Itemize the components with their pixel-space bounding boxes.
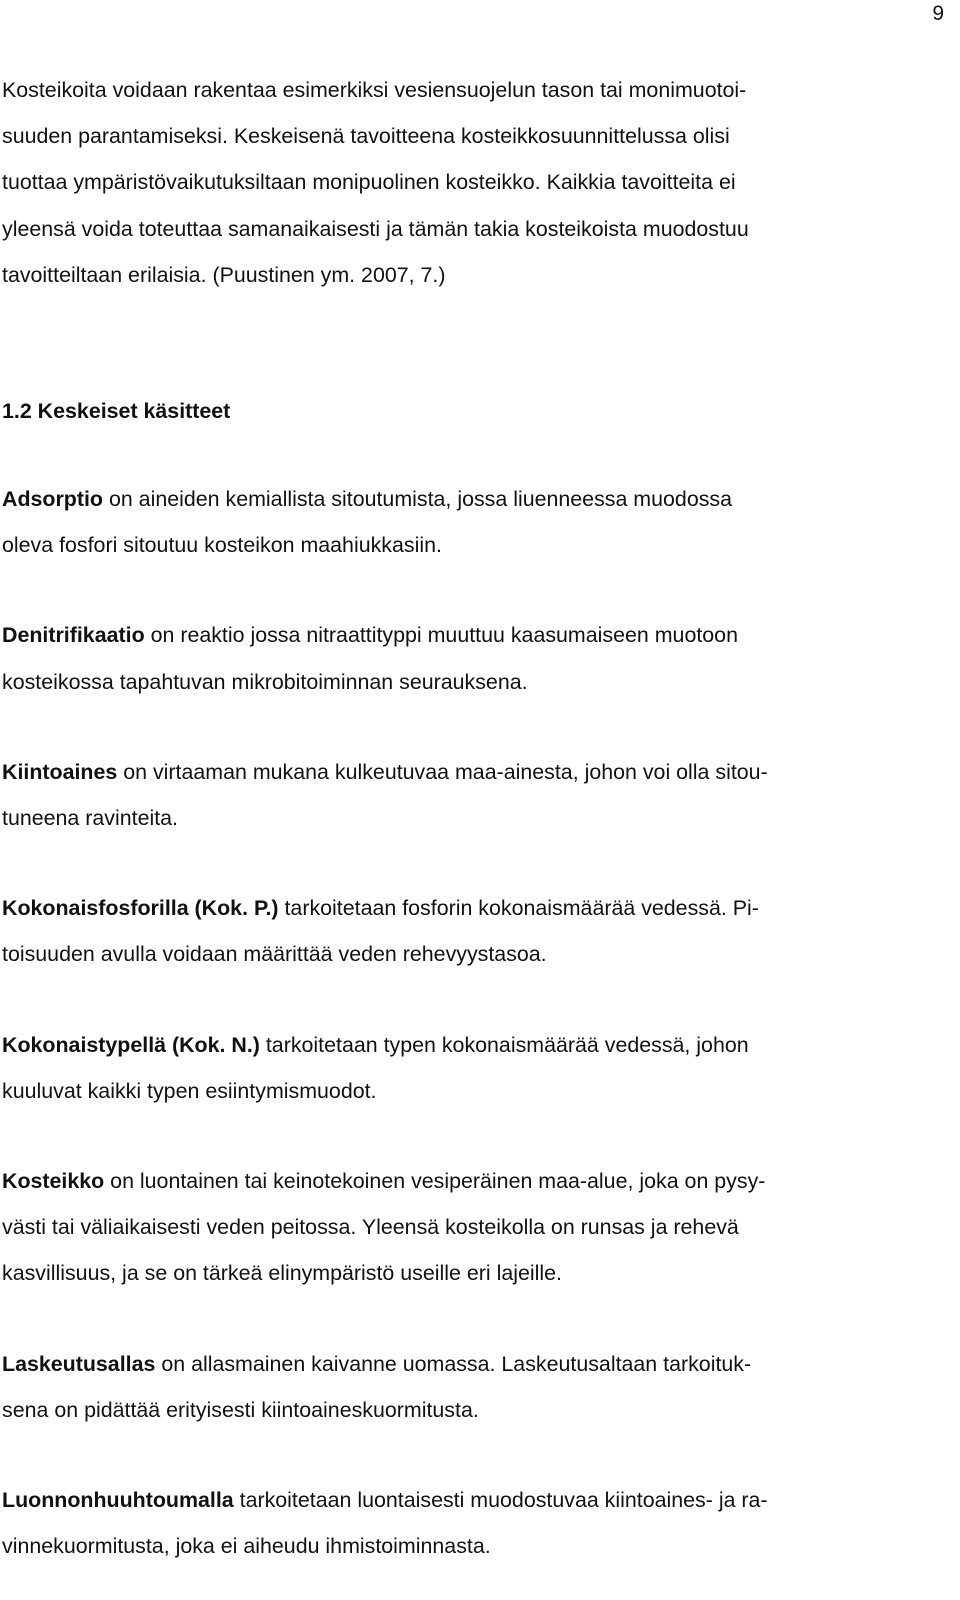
definition-text: vinnekuormitusta, joka ei aiheudu ihmistoiminnasta. bbox=[2, 1534, 491, 1559]
definition-luonnonhuuhtouma bbox=[2, 1477, 940, 1569]
section-heading: 1.2 Keskeiset käsitteet bbox=[2, 399, 231, 424]
intro-line: tavoitteiltaan erilaisia. (Puustinen ym. 2007, 7.) bbox=[2, 262, 446, 287]
definition-text: tarkoitetaan fosforin kokonaismäärää vedessä. Pi- bbox=[278, 896, 759, 921]
definition-text: on allasmainen kaivanne uomassa. Laskeutusaltaan tarkoituk- bbox=[155, 1351, 752, 1376]
term-label: Kiintoaines bbox=[2, 759, 118, 784]
intro-paragraph bbox=[2, 67, 940, 298]
definition-text: sena on pidättää erityisesti kiintoaineskuormitusta. bbox=[2, 1397, 479, 1422]
definition-text: kasvillisuus, ja se on tärkeä elinympäristö useille eri lajeille. bbox=[2, 1261, 562, 1286]
definition-text: tarkoitetaan typen kokonaismäärää vedessä, johon bbox=[259, 1032, 749, 1057]
definition-text: västi tai väliaikaisesti veden peitossa. Yleensä kosteikolla on runsas ja rehevä bbox=[2, 1215, 739, 1240]
definition-adsorptio bbox=[2, 476, 940, 568]
definition-text: toisuuden avulla voidaan määrittää veden rehevyystasoa. bbox=[2, 942, 547, 967]
intro-line: Kosteikoita voidaan rakentaa esimerkiksi vesiensuojelun tason tai monimuotoi- bbox=[2, 78, 747, 102]
definition-text: on luontainen tai keinotekoinen vesiperäinen maa-alue, joka on pysy- bbox=[104, 1169, 766, 1194]
definition-text: on virtaaman mukana kulkeutuvaa maa-ainesta, johon voi olla sitou- bbox=[117, 759, 768, 784]
definition-kokonaisfosfori bbox=[2, 885, 940, 977]
document-body bbox=[2, 67, 940, 1569]
term-label: Denitrifikaatio bbox=[2, 623, 145, 648]
definition-text: kuuluvat kaikki typen esiintymismuodot. bbox=[2, 1078, 377, 1103]
term-label: Kokonaisfosforilla (Kok. P.) bbox=[2, 896, 279, 921]
page-number: 9 bbox=[932, 2, 944, 25]
definition-text: kosteikossa tapahtuvan mikrobitoiminnan seurauksena. bbox=[2, 669, 528, 694]
term-label: Adsorptio bbox=[2, 487, 103, 512]
term-label: Kosteikko bbox=[2, 1169, 105, 1194]
intro-line: suuden parantamiseksi. Keskeisenä tavoitteena kosteikkosuunnittelussa olisi bbox=[2, 124, 730, 149]
definition-kosteikko bbox=[2, 1158, 940, 1297]
term-label: Kokonaistypellä (Kok. N.) bbox=[2, 1032, 260, 1057]
definition-kiintoaines bbox=[2, 749, 940, 841]
intro-line: yleensä voida toteuttaa samanaikaisesti ja tämän takia kosteikoista muodostuu bbox=[2, 216, 749, 241]
definition-denitrifikaatio bbox=[2, 612, 940, 704]
definition-text: on aineiden kemiallista sitoutumista, jossa liuenneessa muodossa bbox=[103, 487, 732, 512]
definition-text: oleva fosfori sitoutuu kosteikon maahiukkasiin. bbox=[2, 533, 442, 558]
term-label: Laskeutusallas bbox=[2, 1351, 156, 1376]
definition-kokonaistyppi bbox=[2, 1022, 940, 1114]
definition-text: tarkoitetaan luontaisesti muodostuvaa kiintoaines- ja ra- bbox=[233, 1488, 768, 1513]
term-label: Luonnonhuuhtoumalla bbox=[2, 1488, 234, 1513]
definition-text: on reaktio jossa nitraattityppi muuttuu kaasumaiseen muotoon bbox=[144, 623, 738, 648]
intro-line: tuottaa ympäristövaikutuksiltaan monipuolinen kosteikko. Kaikkia tavoitteita ei bbox=[2, 170, 736, 195]
definition-text: tuneena ravinteita. bbox=[2, 806, 179, 831]
definition-laskeutusallas bbox=[2, 1341, 940, 1433]
